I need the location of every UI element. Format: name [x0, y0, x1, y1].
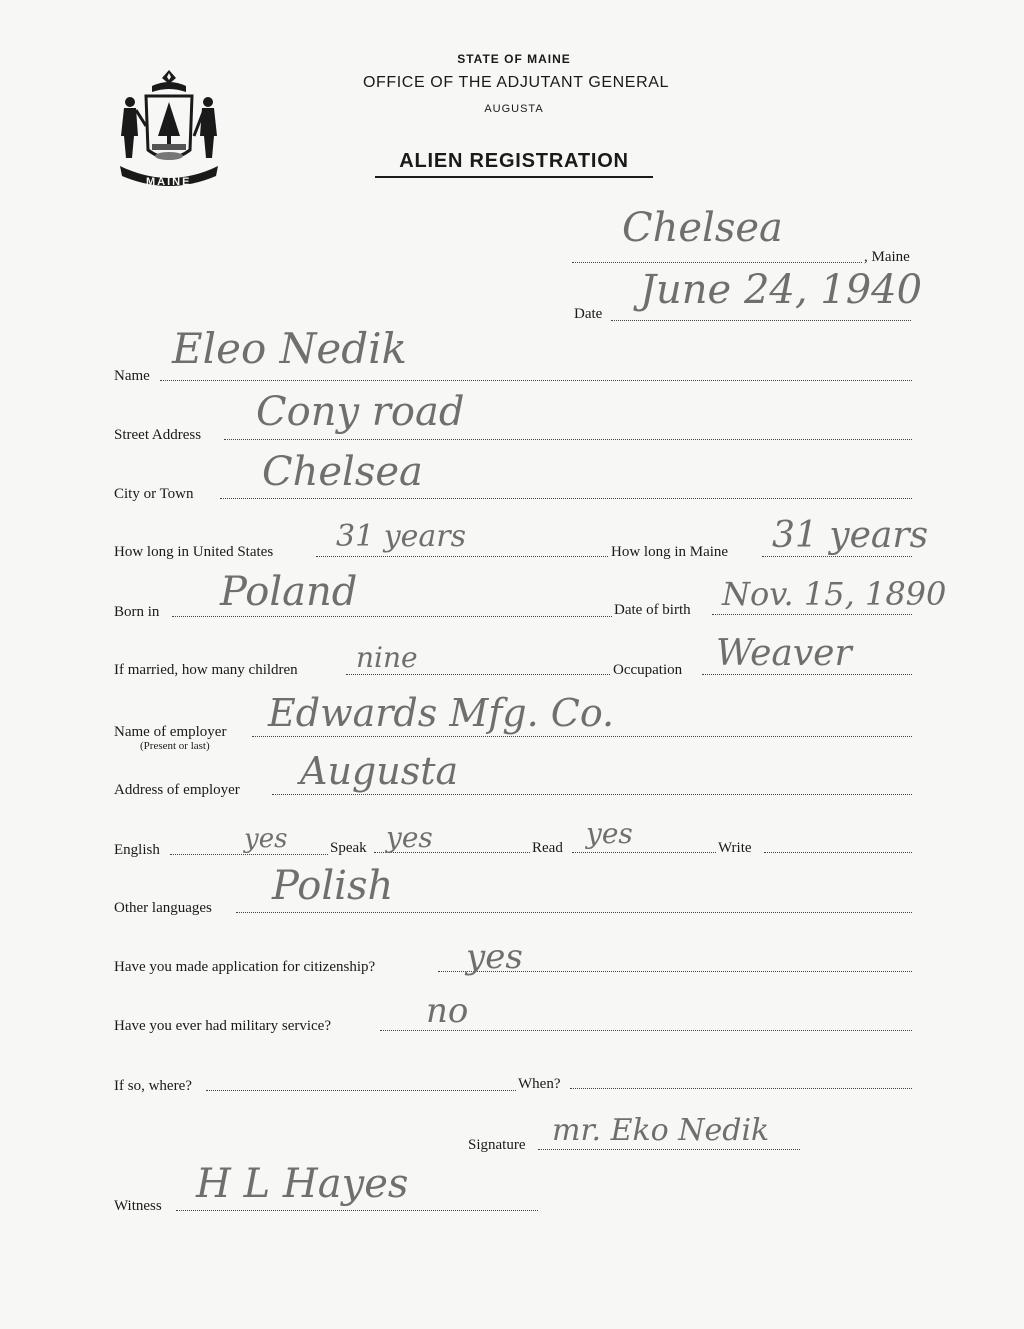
born-in-line: [172, 616, 612, 617]
date-value: June 24, 1940: [640, 267, 923, 313]
born-in-label: Born in: [114, 604, 160, 620]
how-long-us-line: [316, 556, 608, 557]
city-label: City or Town: [114, 486, 194, 502]
witness-label: Witness: [114, 1198, 162, 1214]
name-value: Eleo Nedik: [172, 324, 407, 373]
children-label: If married, how many children: [114, 662, 298, 678]
town-line: [572, 262, 862, 263]
citizenship-label: Have you made application for citizenship?: [114, 959, 376, 975]
seal-banner-text: MAINE: [146, 176, 192, 188]
other-languages-label: Other languages: [114, 900, 212, 916]
occupation-value: Weaver: [716, 633, 852, 674]
employer-name-sublabel: (Present or last): [140, 740, 210, 752]
english-line: [170, 854, 328, 855]
write-label: Write: [718, 840, 752, 856]
how-long-maine-value: 31 years: [772, 515, 929, 556]
how-long-maine-label: How long in Maine: [611, 544, 729, 560]
signature-value: mr. Eko Nedik: [552, 1113, 770, 1148]
date-of-birth-label: Date of birth: [614, 602, 691, 618]
children-line: [346, 674, 610, 675]
witness-value: H L Hayes: [196, 1161, 409, 1207]
where-line: [206, 1090, 516, 1091]
name-label: Name: [114, 368, 150, 384]
military-value: no: [426, 991, 469, 1031]
street-address-value: Cony road: [256, 389, 465, 435]
how-long-us-value: 31 years: [336, 519, 467, 554]
occupation-line: [702, 674, 912, 675]
date-of-birth-value: Nov. 15, 1890: [722, 575, 947, 613]
write-line: [764, 852, 912, 853]
other-languages-value: Polish: [272, 863, 394, 909]
date-of-birth-line: [712, 614, 912, 615]
date-label: Date: [574, 306, 603, 322]
citizenship-value: yes: [466, 937, 523, 977]
name-line: [160, 380, 912, 381]
employer-address-value: Augusta: [300, 749, 459, 793]
military-label: Have you ever had military service?: [114, 1018, 331, 1034]
employer-name-label: Name of employer: [114, 724, 227, 740]
signature-label: Signature: [468, 1137, 526, 1153]
employer-address-line: [272, 794, 912, 795]
header-office: OFFICE OF THE ADJUTANT GENERAL: [362, 74, 670, 91]
born-in-value: Poland: [220, 569, 358, 615]
employer-name-line: [252, 736, 912, 737]
maine-suffix-label: , Maine: [864, 249, 910, 265]
english-value: yes: [244, 824, 288, 854]
employer-name-value: Edwards Mfg. Co.: [268, 691, 615, 735]
header-state: STATE OF MAINE: [457, 52, 571, 66]
read-label: Read: [532, 840, 563, 856]
header-city: AUGUSTA: [484, 103, 544, 115]
speak-value: yes: [386, 821, 433, 854]
city-value: Chelsea: [262, 449, 423, 495]
town-value: Chelsea: [622, 205, 783, 251]
how-long-maine-line: [762, 556, 912, 557]
when-label: When?: [518, 1076, 561, 1092]
street-address-line: [224, 439, 912, 440]
when-line: [570, 1088, 912, 1089]
read-value: yes: [586, 817, 633, 850]
street-address-label: Street Address: [114, 427, 202, 443]
english-label: English: [114, 842, 160, 858]
speak-label: Speak: [330, 840, 367, 856]
how-long-us-label: How long in United States: [114, 544, 274, 560]
city-line: [220, 498, 912, 499]
where-label: If so, where?: [114, 1078, 192, 1094]
read-line: [572, 852, 716, 853]
other-languages-line: [236, 912, 912, 913]
signature-line: [538, 1149, 800, 1150]
witness-line: [176, 1210, 538, 1211]
form-title: ALIEN REGISTRATION: [375, 150, 653, 178]
date-line: [611, 320, 911, 321]
children-value: nine: [356, 641, 418, 674]
employer-address-label: Address of employer: [114, 782, 240, 798]
occupation-label: Occupation: [613, 662, 683, 678]
